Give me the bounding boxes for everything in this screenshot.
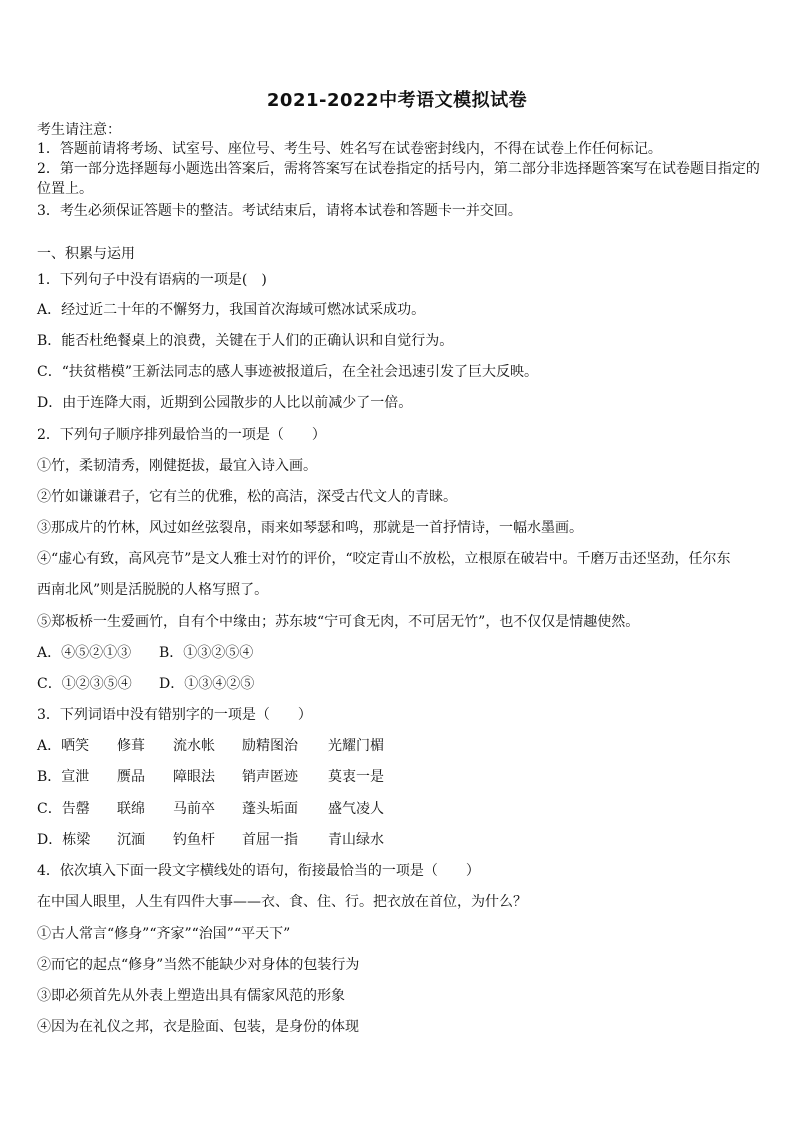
question-stem: 2．下列句子顺序排列最恰当的一项是（ ）	[37, 427, 326, 443]
answer-option: A．④⑤②①③	[37, 645, 132, 661]
sentence: ②竹如谦谦君子，它有兰的优雅，松的高洁，深受古代文人的青睐。	[37, 489, 457, 505]
sentence: ⑤郑板桥一生爱画竹，自有个中缘由；苏东坡“宁可食无肉，不可居无竹”，也不仅仅是情趣使然。	[37, 614, 640, 630]
word-choice: 首屈一指	[242, 832, 298, 848]
notice-item: 3．考生必须保证答题卡的整洁。考试结束后，请将本试卷和答题卡一并交回。	[37, 203, 522, 219]
notice-item: 位置上。	[37, 181, 93, 197]
word-choice: C．告罄	[37, 801, 90, 817]
sentence: ④“虚心有致，高风亮节”是文人雅士对竹的评价，“咬定青山不放松，立根原在破岩中。千磨万击还坚劲，任尔东	[37, 551, 731, 567]
answer-option: A．经过近二十年的不懈努力，我国首次海域可燃冰试采成功。	[37, 302, 426, 318]
sentence: ③即必须首先从外表上塑造出具有儒家风范的形象	[37, 988, 345, 1004]
word-choice: 莫衷一是	[328, 769, 384, 785]
passage-text: 在中国人眼里，人生有四件大事——衣、食、住、行。把衣放在首位，为什么？	[37, 894, 527, 910]
word-choice: 赝品	[117, 769, 145, 785]
word-choice: B．宣泄	[37, 769, 90, 785]
word-choice: 青山绿水	[328, 832, 384, 848]
word-choice: 沉湎	[117, 832, 145, 848]
question-stem: 4．依次填入下面一段文字横线处的语句，衔接最恰当的一项是（ ）	[37, 863, 480, 879]
answer-option: B．能否杜绝餐桌上的浪费，关键在于人们的正确认识和自觉行为。	[37, 333, 454, 349]
notice-item: 1．答题前请将考场、试室号、座位号、考生号、姓名写在试卷密封线内，不得在试卷上作任何标记。	[37, 141, 662, 157]
question-stem: 1．下列句子中没有语病的一项是( )	[37, 272, 267, 288]
sentence: ①古人常言“修身”“齐家”“治国”“平天下”	[37, 926, 291, 942]
section-heading: 一、积累与运用	[37, 246, 135, 262]
word-choice: 光耀门楣	[328, 738, 384, 754]
word-choice: 蓬头垢面	[242, 801, 298, 817]
question-stem: 3．下列词语中没有错别字的一项是（ ）	[37, 707, 312, 723]
sentence: ①竹，柔韧清秀，刚健挺拔，最宜入诗入画。	[37, 458, 317, 474]
word-choice: 流水帐	[173, 738, 215, 754]
notice-heading: 考生请注意：	[37, 122, 121, 138]
answer-option: B．①③②⑤④	[159, 645, 254, 661]
sentence: 西南北风”则是活脱脱的人格写照了。	[37, 582, 269, 598]
word-choice: 马前卒	[173, 801, 215, 817]
answer-option: C．①②③⑤④	[37, 676, 132, 692]
word-choice: 修葺	[117, 738, 145, 754]
word-choice: D．栋梁	[37, 832, 91, 848]
word-choice: A．哂笑	[37, 738, 90, 754]
notice-item: 2．第一部分选择题每小题选出答案后，需将答案写在试卷指定的括号内，第二部分非选择题答案写在试卷题目指定的	[37, 161, 760, 177]
word-choice: 钓鱼杆	[173, 832, 215, 848]
word-choice: 销声匿迹	[242, 769, 298, 785]
sentence: ③那成片的竹林，风过如丝弦裂帛，雨来如琴瑟和鸣，那就是一首抒情诗，一幅水墨画。	[37, 520, 583, 536]
answer-option: D．由于连降大雨，近期到公园散步的人比以前减少了一倍。	[37, 395, 413, 411]
answer-option: C．“扶贫楷模”王新法同志的感人事迹被报道后，在全社会迅速引发了巨大反映。	[37, 364, 539, 380]
word-choice: 联绵	[117, 801, 145, 817]
answer-option: D．①③④②⑤	[159, 676, 255, 692]
word-choice: 障眼法	[173, 769, 215, 785]
word-choice: 励精图治	[242, 738, 298, 754]
word-choice: 盛气凌人	[328, 801, 384, 817]
sentence: ④因为在礼仪之邦，衣是脸面、包装，是身份的体现	[37, 1019, 359, 1035]
sentence: ②而它的起点“修身”当然不能缺少对身体的包装行为	[37, 957, 360, 973]
exam-title: 2021-2022中考语文模拟试卷	[266, 90, 528, 111]
